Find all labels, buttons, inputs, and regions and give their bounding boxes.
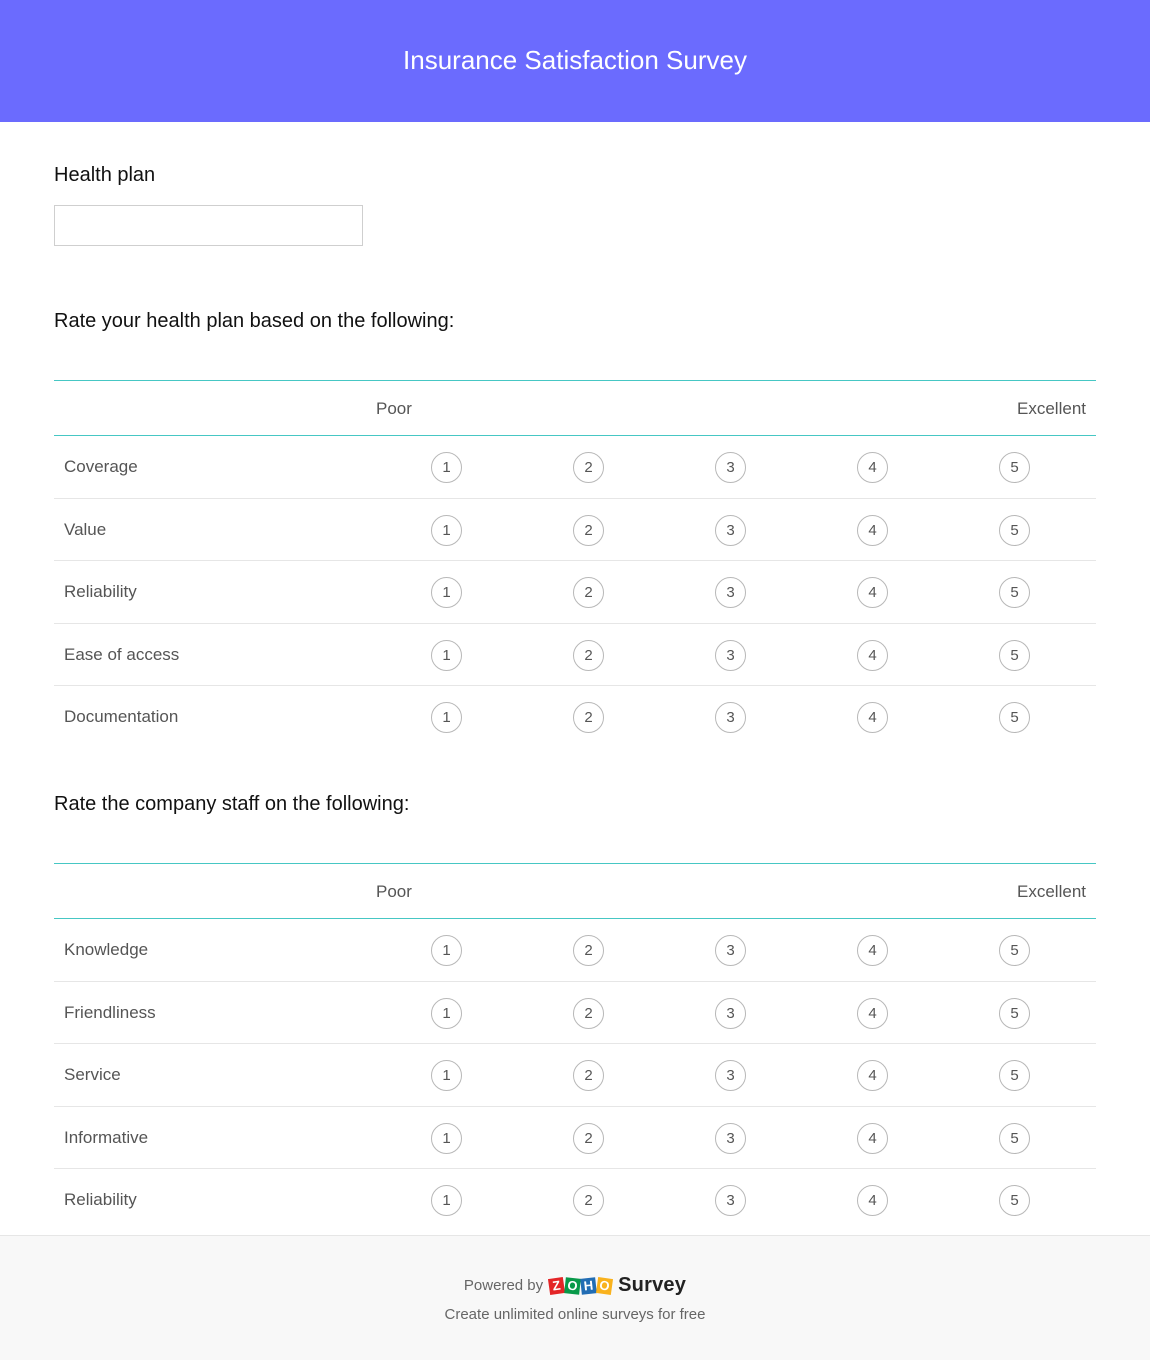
rating-option-4[interactable]: 4: [857, 1123, 888, 1154]
rating-option-2[interactable]: 2: [573, 1185, 604, 1216]
zoho-logo-letter: O: [596, 1277, 613, 1295]
scale-high-label: Excellent: [1017, 399, 1086, 418]
rating-option-4[interactable]: 4: [857, 1185, 888, 1216]
rating-option-1[interactable]: 1: [431, 515, 462, 546]
rating-option-4[interactable]: 4: [857, 1060, 888, 1091]
matrix-rows: [54, 436, 1096, 749]
zoho-logo-letter: O: [564, 1277, 581, 1294]
matrix-header: [54, 380, 1096, 436]
row-label: Coverage: [64, 457, 138, 476]
health-plan-label: Health plan: [54, 164, 156, 186]
rating-option-1[interactable]: 1: [431, 1060, 462, 1091]
rating-option-5[interactable]: 5: [999, 452, 1030, 483]
rating-option-4[interactable]: 4: [857, 640, 888, 671]
rating-option-4[interactable]: 4: [857, 702, 888, 733]
matrix-row: [54, 624, 1096, 687]
rating-option-1[interactable]: 1: [431, 452, 462, 483]
matrix-row: [54, 1169, 1096, 1232]
rating-option-3[interactable]: 3: [715, 452, 746, 483]
rating-option-3[interactable]: 3: [715, 577, 746, 608]
matrix1-question: Rate your health plan based on the following:: [54, 310, 455, 332]
rating-option-3[interactable]: 3: [715, 702, 746, 733]
tagline: Create unlimited online surveys for free: [444, 1306, 706, 1323]
rating-option-1[interactable]: 1: [431, 1185, 462, 1216]
zoho-logo: [549, 1278, 612, 1294]
brand-name: Survey: [618, 1274, 687, 1296]
rating-option-3[interactable]: 3: [715, 640, 746, 671]
staff-rating-matrix: [54, 863, 1096, 1232]
zoho-logo-letter: Z: [548, 1277, 565, 1295]
rating-option-5[interactable]: 5: [999, 577, 1030, 608]
matrix-header: [54, 863, 1096, 919]
row-label: Ease of access: [64, 644, 180, 664]
matrix-row: [54, 686, 1096, 749]
rating-option-4[interactable]: 4: [857, 452, 888, 483]
rating-option-3[interactable]: 3: [715, 935, 746, 966]
rating-option-4[interactable]: 4: [857, 935, 888, 966]
row-label: Documentation: [64, 707, 179, 726]
survey-header: [0, 0, 1150, 122]
rating-option-5[interactable]: 5: [999, 640, 1030, 671]
survey-title: Insurance Satisfaction Survey: [403, 44, 747, 75]
rating-option-5[interactable]: 5: [999, 702, 1030, 733]
rating-option-2[interactable]: 2: [573, 935, 604, 966]
matrix-row: [54, 1107, 1096, 1170]
powered-by-text: Powered by: [463, 1277, 544, 1294]
matrix2-question: Rate the company staff on the following:: [54, 793, 410, 815]
matrix-rows: [54, 919, 1096, 1232]
rating-option-2[interactable]: 2: [573, 515, 604, 546]
rating-option-5[interactable]: 5: [999, 1185, 1030, 1216]
rating-option-2[interactable]: 2: [573, 1123, 604, 1154]
rating-option-1[interactable]: 1: [431, 998, 462, 1029]
matrix-row: [54, 919, 1096, 982]
matrix-row: [54, 436, 1096, 499]
survey-body: [0, 122, 1150, 1235]
matrix-row: [54, 982, 1096, 1045]
rating-option-3[interactable]: 3: [715, 1185, 746, 1216]
matrix-row: [54, 561, 1096, 624]
rating-option-2[interactable]: 2: [573, 452, 604, 483]
rating-option-1[interactable]: 1: [431, 702, 462, 733]
rating-option-1[interactable]: 1: [431, 935, 462, 966]
health-plan-input[interactable]: [54, 205, 363, 246]
row-label: Reliability: [64, 582, 137, 601]
matrix-row: [54, 1044, 1096, 1107]
zoho-logo-letter: H: [580, 1277, 597, 1294]
row-label: Knowledge: [64, 940, 149, 959]
row-label: Value: [64, 519, 107, 539]
rating-option-3[interactable]: 3: [715, 998, 746, 1029]
footer: [0, 1235, 1150, 1360]
rating-option-3[interactable]: 3: [715, 1060, 746, 1091]
rating-option-2[interactable]: 2: [573, 702, 604, 733]
rating-option-5[interactable]: 5: [999, 935, 1030, 966]
health-plan-rating-matrix: [54, 380, 1096, 749]
rating-option-5[interactable]: 5: [999, 998, 1030, 1029]
row-label: Service: [64, 1065, 121, 1084]
rating-option-2[interactable]: 2: [573, 998, 604, 1029]
powered-by[interactable]: [0, 1274, 1150, 1297]
rating-option-1[interactable]: 1: [431, 1123, 462, 1154]
rating-option-4[interactable]: 4: [857, 998, 888, 1029]
rating-option-2[interactable]: 2: [573, 640, 604, 671]
rating-option-4[interactable]: 4: [857, 577, 888, 608]
scale-low-label: Poor: [376, 399, 412, 418]
rating-option-1[interactable]: 1: [431, 577, 462, 608]
row-label: Informative: [64, 1127, 149, 1147]
scale-low-label: Poor: [376, 882, 412, 901]
rating-option-5[interactable]: 5: [999, 1123, 1030, 1154]
rating-option-5[interactable]: 5: [999, 515, 1030, 546]
rating-option-2[interactable]: 2: [573, 577, 604, 608]
row-label: Reliability: [64, 1190, 137, 1209]
rating-option-5[interactable]: 5: [999, 1060, 1030, 1091]
rating-option-1[interactable]: 1: [431, 640, 462, 671]
scale-high-label: Excellent: [1017, 882, 1086, 901]
rating-option-3[interactable]: 3: [715, 515, 746, 546]
rating-option-2[interactable]: 2: [573, 1060, 604, 1091]
row-label: Friendliness: [64, 1002, 156, 1022]
matrix-row: [54, 499, 1096, 562]
rating-option-3[interactable]: 3: [715, 1123, 746, 1154]
rating-option-4[interactable]: 4: [857, 515, 888, 546]
